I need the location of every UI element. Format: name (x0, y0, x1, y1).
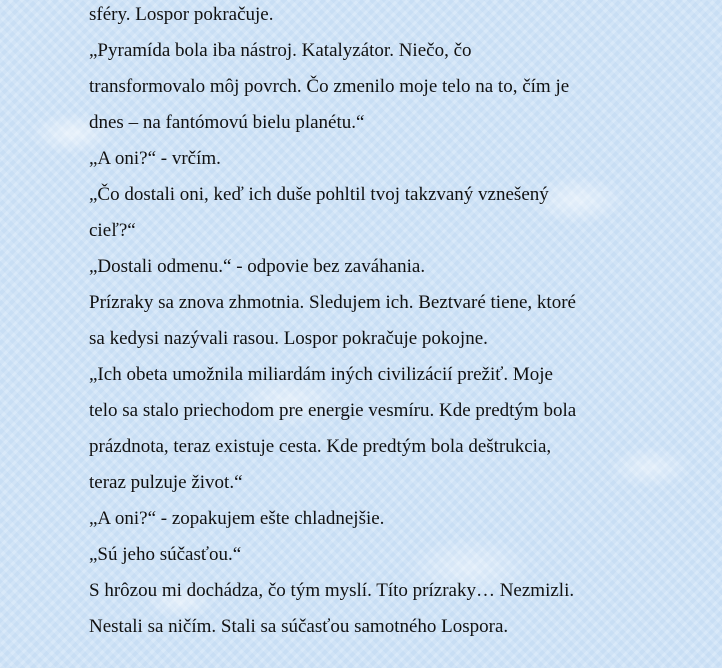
text-line: prázdnota, teraz existuje cesta. Kde predtým bola deštrukcia, (89, 436, 552, 457)
text-line: sa kedysi nazývali rasou. Lospor pokračuje pokojne. (89, 328, 488, 349)
text-line: „Dostali odmenu.“ - odpovie bez zaváhania. (89, 256, 426, 277)
text-line: telo sa stalo priechodom pre energie vesmíru. Kde predtým bola (89, 400, 577, 421)
text-line: Nestali sa ničím. Stali sa súčasťou samotného Lospora. (89, 616, 509, 637)
text-line: „Čo dostali oni, keď ich duše pohltil tvoj takzvaný vznešený (89, 184, 549, 205)
text-line: „A oni?“ - vrčím. (89, 148, 221, 169)
text-line: „Sú jeho súčasťou.“ (89, 544, 242, 565)
text-line: S hrôzou mi dochádza, čo tým myslí. Títo prízraky… Nezmizli. (89, 580, 575, 601)
text-line: „A oni?“ - zopakujem ešte chladnejšie. (89, 508, 385, 529)
text-line: dnes – na fantómovú bielu planétu.“ (89, 112, 365, 133)
text-line: transformovalo môj povrch. Čo zmenilo moje telo na to, čím je (89, 76, 570, 97)
text-line: Prízraky sa znova zhmotnia. Sledujem ich. Beztvaré tiene, ktoré (89, 292, 576, 313)
text-line: teraz pulzuje život.“ (89, 472, 243, 493)
text-line: cieľ?“ (89, 220, 136, 241)
text-line: „Ich obeta umožnila miliardám iných civilizácií prežiť. Moje (89, 364, 553, 385)
document-text-body (89, 0, 689, 645)
text-line: „Pyramída bola iba nástroj. Katalyzátor. Niečo, čo (89, 40, 472, 61)
text-line: sféry. Lospor pokračuje. (89, 4, 274, 25)
